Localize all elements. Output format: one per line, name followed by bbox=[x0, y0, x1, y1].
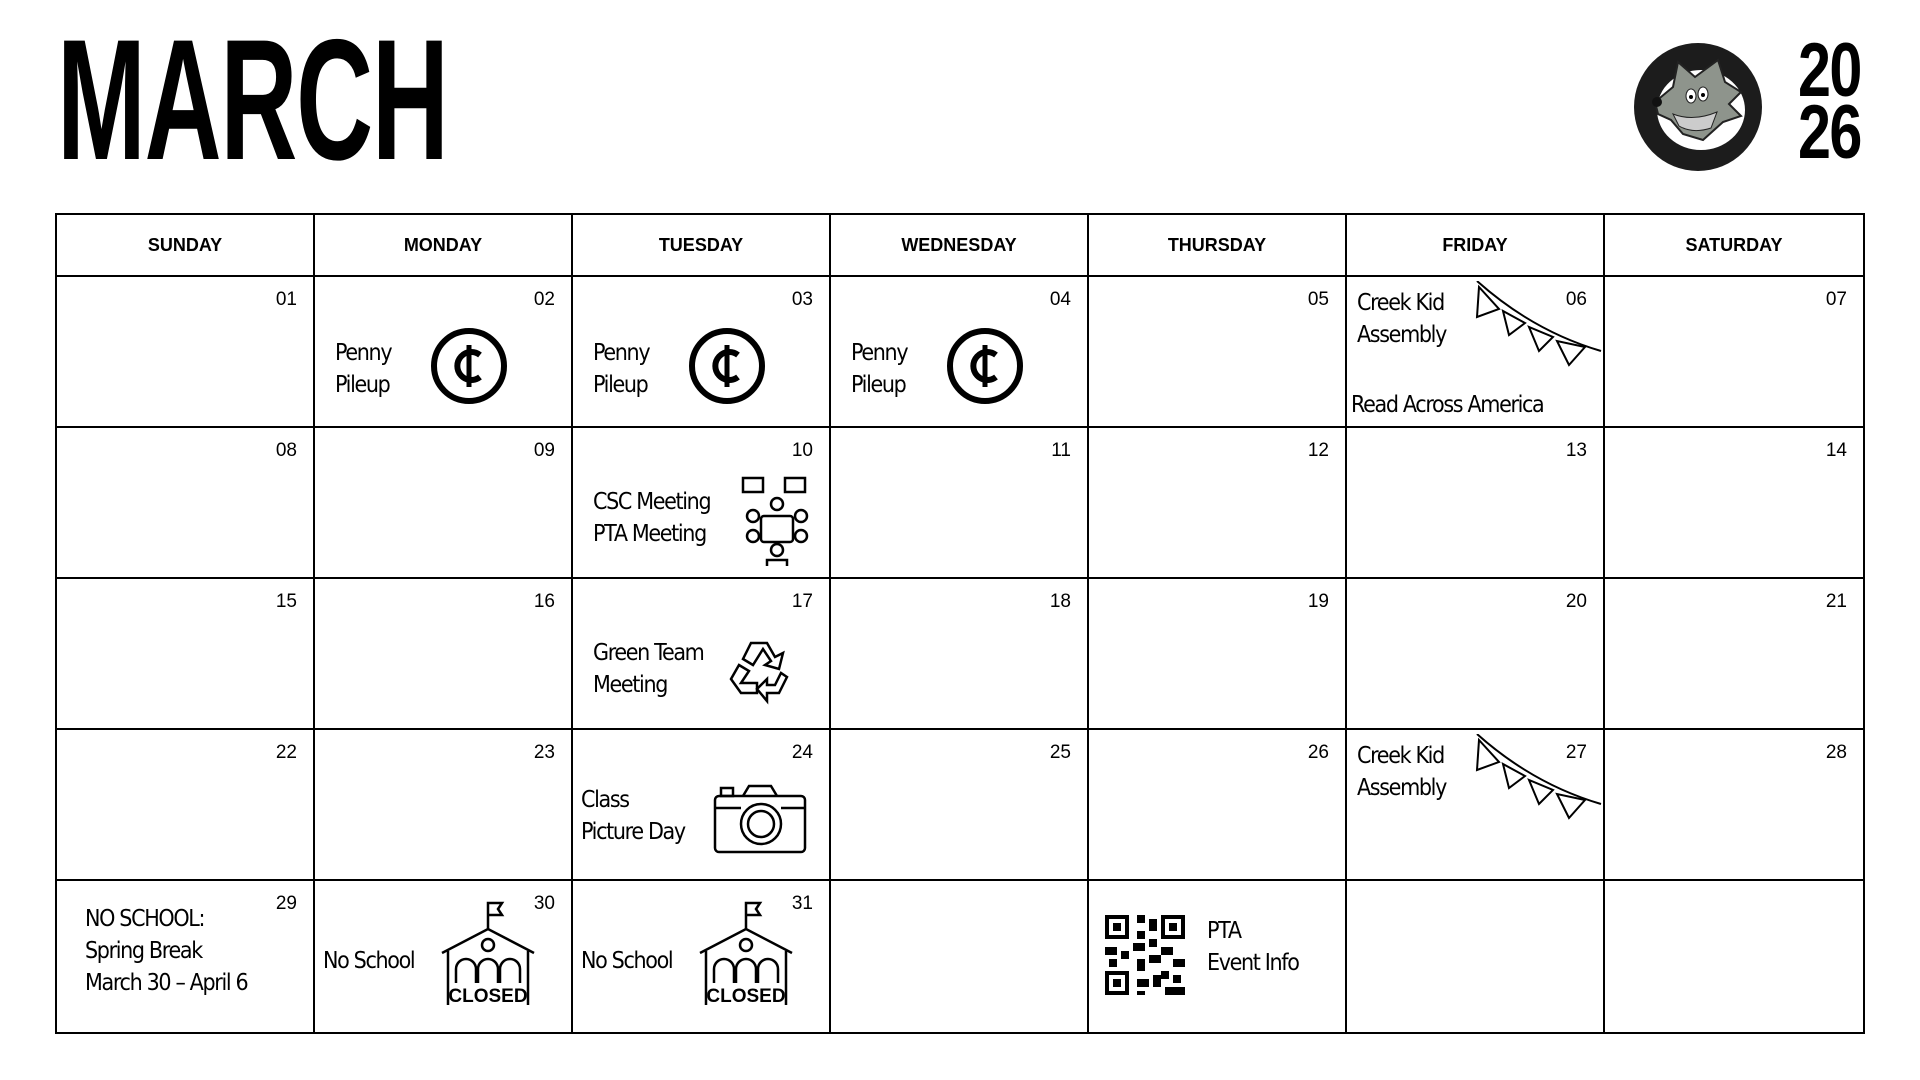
event-line: Class bbox=[581, 787, 629, 813]
event-text bbox=[1357, 740, 1446, 804]
event-line: Creek Kid bbox=[1357, 743, 1444, 769]
day-number: 31 bbox=[791, 893, 813, 914]
day-number: 01 bbox=[275, 289, 297, 310]
day-number: 09 bbox=[533, 440, 555, 461]
day-cell[interactable] bbox=[573, 277, 831, 428]
day-number: 20 bbox=[1565, 591, 1587, 612]
event-text bbox=[593, 337, 649, 401]
event-line: Penny bbox=[593, 340, 650, 366]
day-cell[interactable] bbox=[573, 579, 831, 730]
event-line: CSC Meeting bbox=[593, 489, 711, 515]
event-text-extra: Read Across America bbox=[1351, 392, 1544, 418]
day-number: 25 bbox=[1049, 742, 1071, 763]
event-line: Creek Kid bbox=[1357, 290, 1444, 316]
event-text bbox=[323, 945, 414, 977]
day-number: 17 bbox=[791, 591, 813, 612]
calendar-grid bbox=[55, 213, 1865, 1034]
event-text bbox=[851, 337, 907, 401]
day-cell[interactable] bbox=[57, 428, 315, 579]
day-number: 10 bbox=[791, 440, 813, 461]
day-number: 30 bbox=[533, 893, 555, 914]
event-line: Pileup bbox=[335, 372, 390, 398]
recycle-icon bbox=[723, 635, 795, 712]
day-cell[interactable] bbox=[315, 730, 573, 881]
day-cell[interactable] bbox=[1605, 881, 1863, 1032]
year-bottom: 26 bbox=[1798, 90, 1861, 175]
closed-label: CLOSED bbox=[448, 986, 528, 1007]
event-line: Assembly bbox=[1357, 775, 1446, 801]
day-cell[interactable] bbox=[57, 881, 315, 1032]
event-line: Assembly bbox=[1357, 322, 1446, 348]
weekday-header: TUESDAY bbox=[573, 215, 831, 277]
day-cell[interactable] bbox=[831, 277, 1089, 428]
day-number: 28 bbox=[1825, 742, 1847, 763]
weekday-header: WEDNESDAY bbox=[831, 215, 1089, 277]
cent-coin-icon bbox=[688, 327, 766, 410]
event-line: PTA Meeting bbox=[593, 521, 706, 547]
day-cell[interactable] bbox=[573, 730, 831, 881]
day-cell[interactable] bbox=[573, 881, 831, 1032]
event-text bbox=[581, 784, 685, 848]
event-text bbox=[1207, 915, 1299, 979]
day-number: 08 bbox=[275, 440, 297, 461]
event-line: March 30 – April 6 bbox=[85, 970, 248, 996]
day-number: 29 bbox=[275, 893, 297, 914]
day-number: 27 bbox=[1565, 742, 1587, 763]
day-cell[interactable] bbox=[1089, 881, 1347, 1032]
cent-coin-icon bbox=[430, 327, 508, 410]
day-number: 04 bbox=[1049, 289, 1071, 310]
day-number: 07 bbox=[1825, 289, 1847, 310]
event-line: Penny bbox=[851, 340, 908, 366]
event-line: No School bbox=[323, 948, 415, 974]
day-number: 24 bbox=[791, 742, 813, 763]
event-line: Penny bbox=[335, 340, 392, 366]
bunting-icon bbox=[1473, 281, 1603, 386]
school-closed-icon bbox=[698, 901, 794, 1012]
day-number: 14 bbox=[1825, 440, 1847, 461]
day-cell[interactable] bbox=[1605, 579, 1863, 730]
day-cell[interactable] bbox=[1347, 881, 1605, 1032]
day-number: 22 bbox=[275, 742, 297, 763]
day-cell[interactable] bbox=[315, 579, 573, 730]
month-title: MARCH bbox=[57, 4, 448, 196]
event-line: PTA bbox=[1207, 918, 1241, 944]
day-cell[interactable] bbox=[1347, 428, 1605, 579]
closed-label: CLOSED bbox=[706, 986, 786, 1007]
camera-icon bbox=[713, 784, 807, 859]
weekday-header: SATURDAY bbox=[1605, 215, 1863, 277]
event-line: Green Team bbox=[593, 640, 704, 666]
event-line: Spring Break bbox=[85, 938, 202, 964]
day-number: 02 bbox=[533, 289, 555, 310]
day-cell[interactable] bbox=[1605, 730, 1863, 881]
day-number: 12 bbox=[1307, 440, 1329, 461]
bunting-icon bbox=[1473, 734, 1603, 839]
event-text bbox=[593, 486, 710, 550]
day-cell[interactable] bbox=[1089, 730, 1347, 881]
day-cell[interactable] bbox=[1347, 730, 1605, 881]
cent-coin-icon bbox=[946, 327, 1024, 410]
day-cell[interactable] bbox=[1089, 579, 1347, 730]
day-cell[interactable] bbox=[315, 428, 573, 579]
school-closed-icon bbox=[440, 901, 536, 1012]
day-number: 18 bbox=[1049, 591, 1071, 612]
day-cell[interactable] bbox=[1089, 277, 1347, 428]
day-number: 03 bbox=[791, 289, 813, 310]
event-line: Pileup bbox=[593, 372, 648, 398]
weekday-header: THURSDAY bbox=[1089, 215, 1347, 277]
weekday-header: FRIDAY bbox=[1347, 215, 1605, 277]
day-cell[interactable] bbox=[831, 579, 1089, 730]
day-cell[interactable] bbox=[57, 730, 315, 881]
day-number: 16 bbox=[533, 591, 555, 612]
event-text bbox=[85, 903, 247, 999]
day-cell[interactable] bbox=[1347, 277, 1605, 428]
day-number: 13 bbox=[1565, 440, 1587, 461]
day-number: 05 bbox=[1307, 289, 1329, 310]
day-number: 06 bbox=[1565, 289, 1587, 310]
event-text bbox=[593, 637, 703, 701]
day-cell[interactable] bbox=[1089, 428, 1347, 579]
day-number: 19 bbox=[1307, 591, 1329, 612]
year-top: 20 bbox=[1798, 28, 1861, 113]
day-number: 23 bbox=[533, 742, 555, 763]
event-text bbox=[581, 945, 672, 977]
day-cell[interactable] bbox=[831, 881, 1089, 1032]
day-number: 11 bbox=[1051, 440, 1071, 461]
event-line: NO SCHOOL: bbox=[85, 906, 205, 932]
day-cell[interactable] bbox=[315, 277, 573, 428]
day-cell[interactable] bbox=[1605, 428, 1863, 579]
year-label bbox=[1798, 28, 1861, 175]
day-cell[interactable] bbox=[315, 881, 573, 1032]
event-line: Pileup bbox=[851, 372, 906, 398]
day-cell[interactable] bbox=[57, 579, 315, 730]
meeting-icon bbox=[739, 476, 815, 573]
day-cell[interactable] bbox=[1347, 579, 1605, 730]
day-cell[interactable] bbox=[1605, 277, 1863, 428]
day-cell[interactable] bbox=[831, 730, 1089, 881]
weekday-header: MONDAY bbox=[315, 215, 573, 277]
day-cell[interactable] bbox=[57, 277, 315, 428]
event-text bbox=[1357, 287, 1446, 351]
day-number: 21 bbox=[1825, 591, 1847, 612]
event-text bbox=[335, 337, 391, 401]
wolf-mascot-logo bbox=[1633, 42, 1763, 172]
event-line: Picture Day bbox=[581, 819, 685, 845]
day-number: 15 bbox=[275, 591, 297, 612]
event-line: Event Info bbox=[1207, 950, 1299, 976]
qr-code-icon bbox=[1105, 915, 1185, 1000]
event-line: Meeting bbox=[593, 672, 668, 698]
weekday-header: SUNDAY bbox=[57, 215, 315, 277]
day-number: 26 bbox=[1307, 742, 1329, 763]
day-cell[interactable] bbox=[831, 428, 1089, 579]
day-cell[interactable] bbox=[573, 428, 831, 579]
event-line: No School bbox=[581, 948, 673, 974]
